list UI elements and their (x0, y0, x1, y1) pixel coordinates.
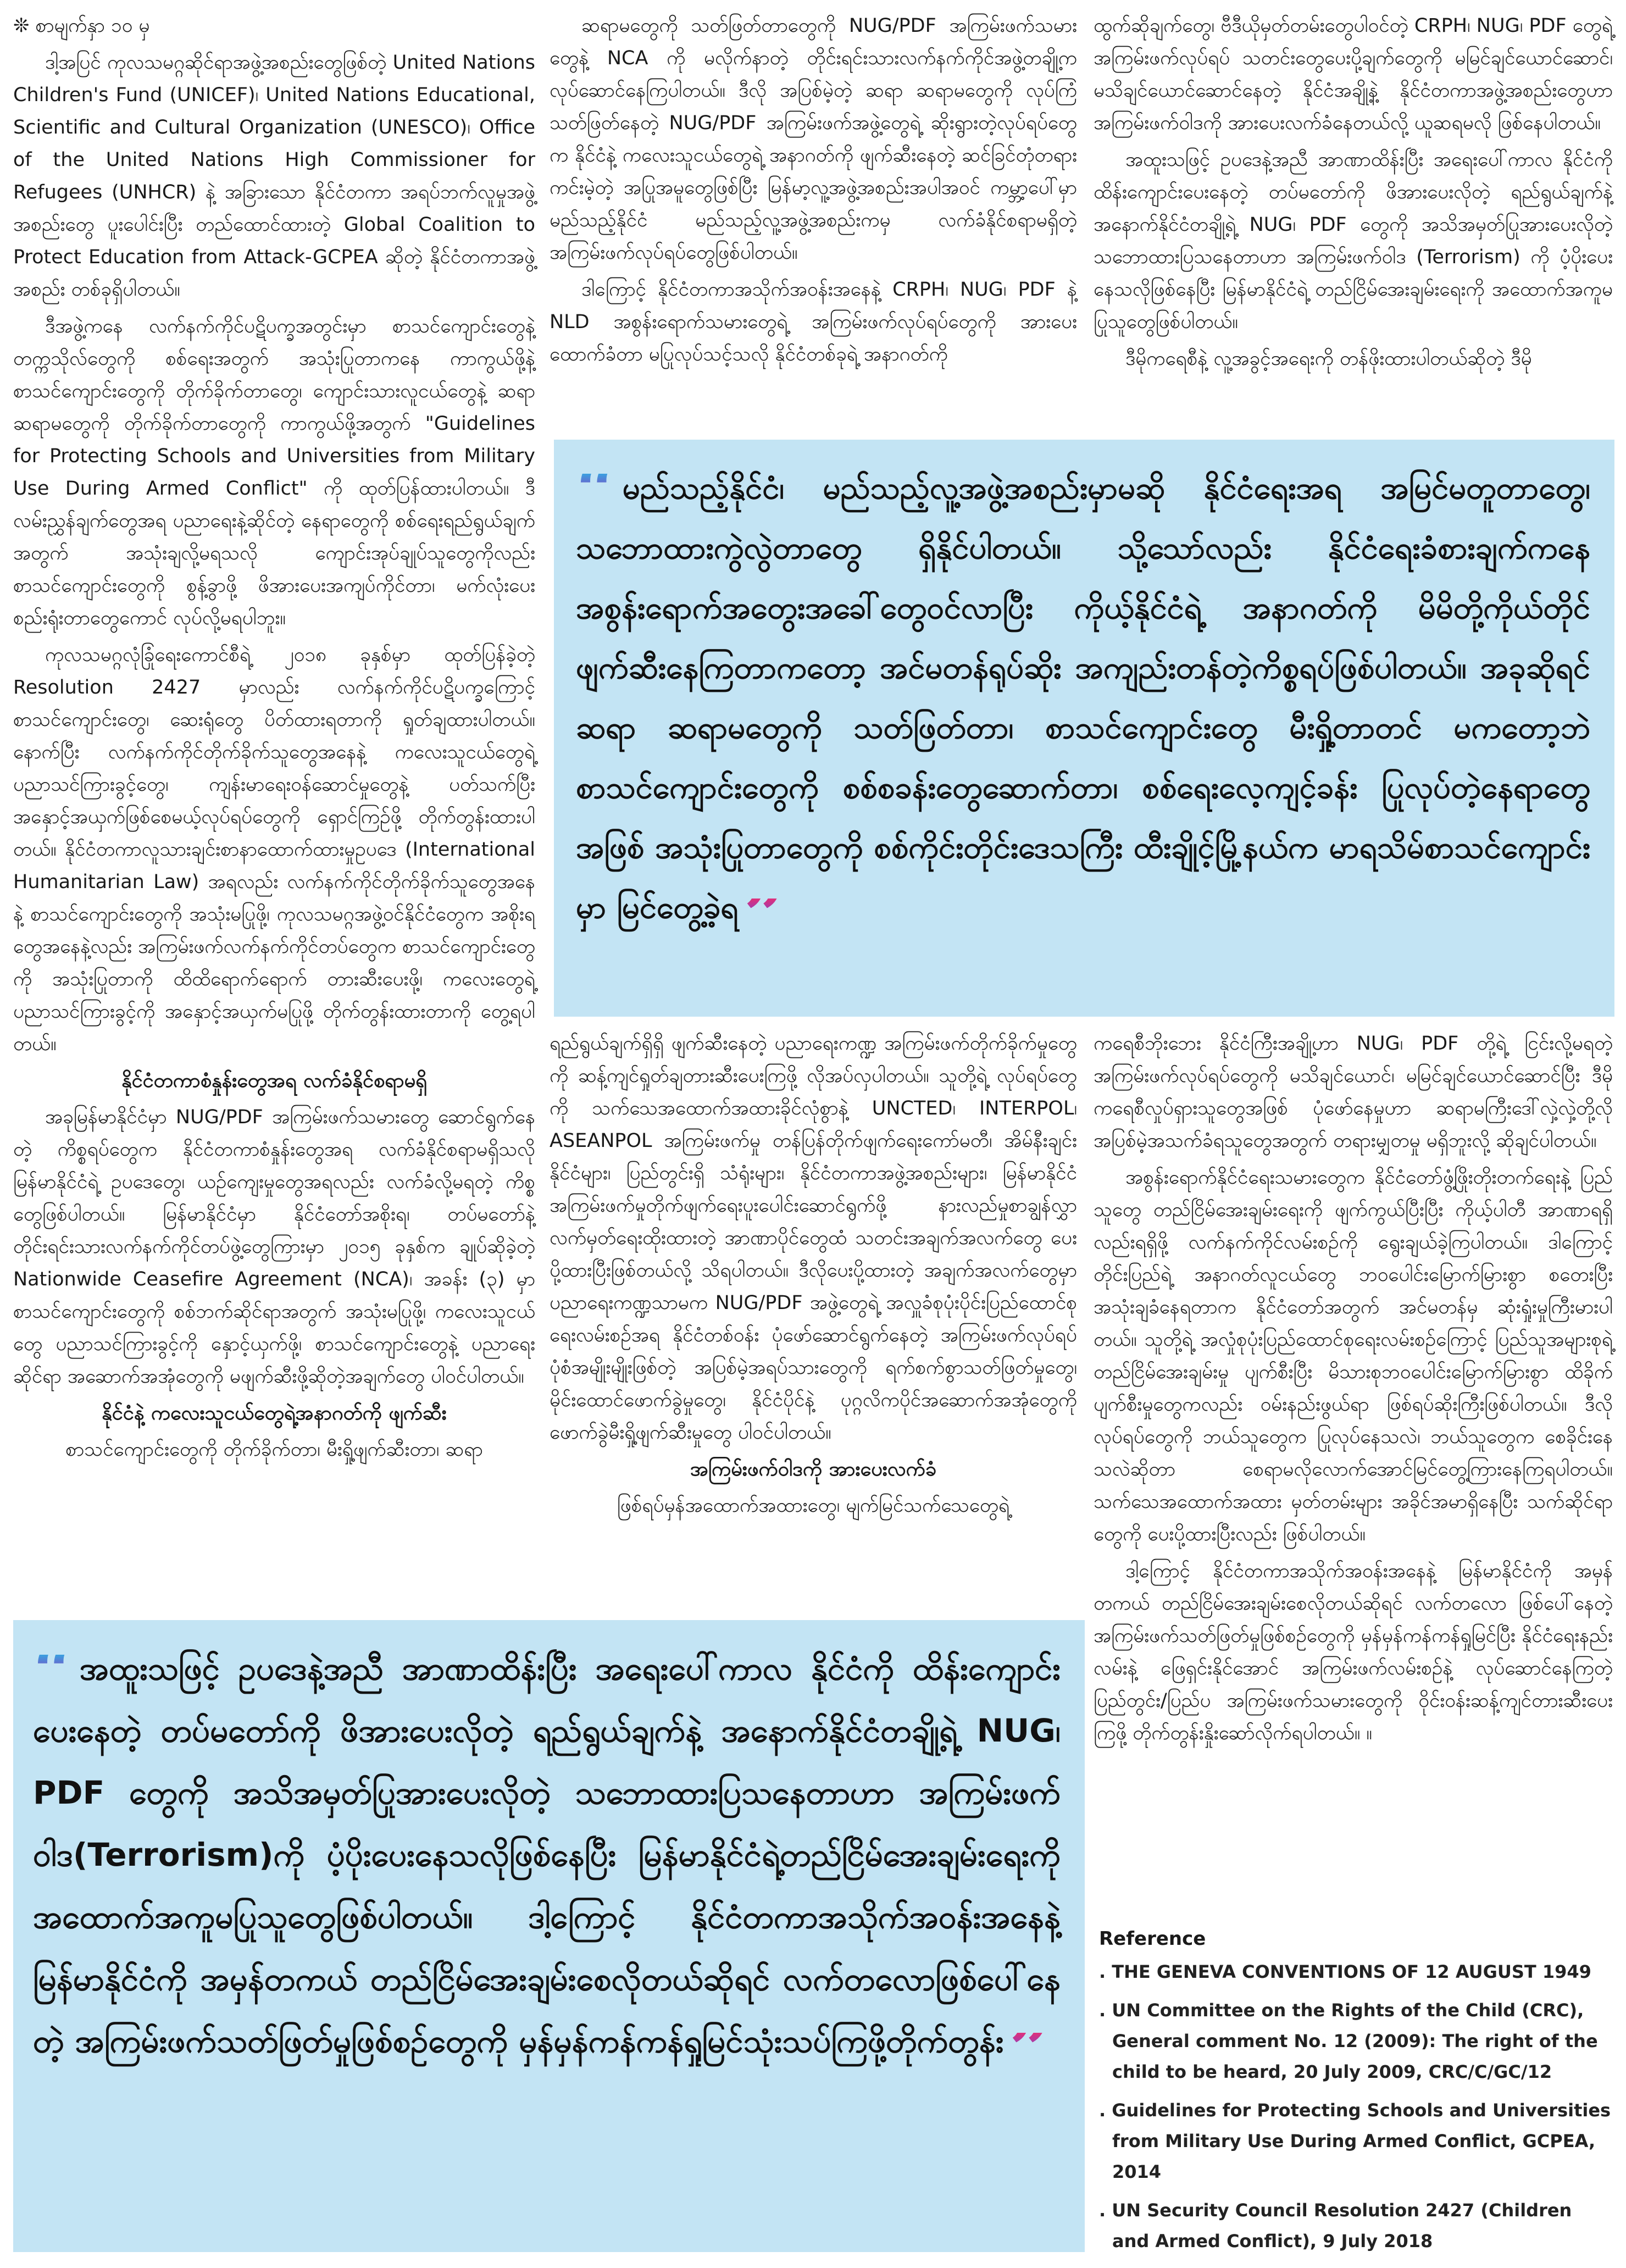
quote-close-icon: ” (1009, 2007, 1051, 2091)
section-heading: အကြမ်းဖက်ဝါဒကို အားပေးလက်ခံ (690, 1458, 937, 1480)
bottom-mid-tail: ဖြစ်ရပ်မှန်အထောက်အထားတွေ၊ မျက်မြင်သက်သေတွေရဲ့ (617, 1495, 1010, 1517)
paragraph: ကုလသမဂ္ဂလုံခြုံရေးကောင်စီရဲ့ ၂၀၁၈ ခုနှစ်မှာ ထုတ်ပြန်ခဲ့တဲ့ Resolution 2427 မှာလည်း လက်နက်ကိုင်ပဋိပက္ခကြောင့် စာသင်ကျောင်းတွေ၊ ဆေးရုံတွေ ပိတ်ထားရတာကို ရှုတ်ချထားပါတယ်။ နောက်ပြီး လက်နက်ကိုင်တိုက်ခိုက်သူတွေအနေနဲ့ ကလေးသူငယ်တွေရဲ့ ပညာသင်ကြားခွင့်တွေ၊ ကျန်းမာရေးဝန်ဆောင်မှုတွေနဲ့ ပတ်သက်ပြီး အနှောင့်အယှက်ဖြစ်စေမယ့်လုပ်ရပ်တွေကို ရှောင်ကြဉ်ဖို့ တိုက်တွန်းထားပါတယ်။ နိုင်ငံတကာလူသားချင်းစာနာထောက်ထားမှုဥပဒေ (International Humanitarian Law) အရလည်း လက်နက်ကိုင်တိုက်ခိုက်သူတွေအနေနဲ့ စာသင်ကျောင်းတွေကို အသုံးမပြုဖို့၊ ကုလသမဂ္ဂအဖွဲ့ဝင်နိုင်ငံတွေက အစိုးရတွေအနေနဲ့လည်း အကြမ်းဖက်လက်နက်ကိုင်တပ်တွေက စာသင်ကျောင်းတွေကို အသုံးပြုတာကို ထိထိရောက်ရောက် တားဆီးပေးဖို့၊ ကလေးတွေရဲ့ ပညာသင်ကြားခွင့်ကို အနှောင့်အယှက်မပြုဖို့ တိုက်တွန်းထားတာကို တွေ့ရပါတယ်။ (13, 644, 535, 1055)
reference-section (1099, 1918, 1613, 2259)
top-left-tail: စာသင်ကျောင်းတွေကို တိုက်ခိုက်တာ၊ မီးရှို့ဖျက်ဆီးတာ၊ ဆရာ (65, 1439, 483, 1461)
continuation-marker: ❊ စာမျက်နှာ ၁၀ မှ (13, 15, 150, 37)
top-left-column (13, 10, 535, 1461)
quote-open-icon: “ (576, 448, 617, 532)
reference-item: . UN Committee on the Rights of the Child (CRC), General comment No. 12 (2009): The right of the child to be heard, 20 July 2009, CRC/C/GC/12 (1099, 1995, 1613, 2087)
reference-item: . Guidelines for Protecting Schools and Universities from Military Use During Armed Conflict, GCPEA, 2014 (1099, 2095, 1613, 2187)
paragraph: ဆရာမတွေကို သတ်ဖြတ်တာတွေကို NUG/PDF အကြမ်းဖက်သမားတွေနဲ့ NCA ကို မလိုက်နာတဲ့ တိုင်းရင်းသားလက်နက်ကိုင်အဖွဲ့တချို့က လုပ်ဆောင်နေကြပါတယ်။ ဒီလို အပြစ်မဲ့တဲ့ ဆရာ ဆရာမတွေကို လုပ်ကြံသတ်ဖြတ်နေတဲ့ NUG/PDF အကြမ်းဖက်အဖွဲ့တွေရဲ့ ဆိုးရွားတဲ့လုပ်ရပ်တွေက နိုင်ငံနဲ့ ကလေးသူငယ်တွေရဲ့ အနာဂတ်ကို ဖျက်ဆီးနေတဲ့ ဆင်ခြင်တုံတရားကင်းမဲ့တဲ့ အပြုအမူတွေဖြစ်ပြီး မြန်မာ့လူ့အဖွဲ့အစည်းအပါအဝင် ကမ္ဘာ့ပေါ်မှာ မည်သည့်နိုင်ငံ မည်သည့်လူ့အဖွဲ့အစည်းကမှ လက်ခံနိုင်စရာမရှိတဲ့ အကြမ်းဖက်လုပ်ရပ်တွေဖြစ်ပါတယ်။ (550, 15, 1077, 264)
paragraph: ဒါ့ကြောင့် နိုင်ငံတကာအသိုက်အဝန်းအနေနဲ့ မြန်မာနိုင်ငံကို အမှန်တကယ် တည်ငြိမ်အေးချမ်းစေလိုတယ်ဆိုရင် လက်တလော ဖြစ်ပေါ်နေတဲ့ အကြမ်းဖက်သတ်ဖြတ်မှုဖြစ်စဉ်တွေကို မှန်မှန်ကန်ကန်ရှုမြင်ပြီး နိုင်ငံရေးနည်းလမ်းနဲ့ ဖြေရှင်းနိုင်အောင် အကြမ်းဖက်လမ်းစဉ်နဲ့ လုပ်ဆောင်နေကြတဲ့ ပြည်တွင်း/ပြည်ပ အကြမ်းဖက်သမားတွေကို ဝိုင်းဝန်းဆန့်ကျင်တားဆီးပေးကြဖို့ တိုက်တွန်းနှိုးဆော်လိုက်ရပါတယ်။ ။ (1094, 1560, 1613, 1744)
pull-quote-2-body: အထူးသဖြင့် ဥပဒေနဲ့အညီ အာဏာထိန်းပြီး အရေးပေါ်ကာလ နိုင်ငံကို ထိန်းကျောင်းပေးနေတဲ့ တပ်မတော်ကို ဖိအားပေးလိုတဲ့ ရည်ရွယ်ချက်နဲ့ အနောက်နိုင်ငံတချို့ရဲ့ NUG၊ PDF တွေကို အသိအမှတ်ပြုအားပေးလိုတဲ့ သဘောထားပြသနေတာဟာ အကြမ်းဖက်ဝါဒ(Terrorism)ကို ပံ့ပိုးပေးနေသလိုဖြစ်နေပြီး မြန်မာနိုင်ငံရဲ့တည်ငြိမ်အေးချမ်းရေးကို အထောက်အကူမပြုသူတွေဖြစ်ပါတယ်။ ဒါ့ကြောင့် နိုင်ငံတကာအသိုက်အဝန်းအနေနဲ့ မြန်မာနိုင်ငံကို အမှန်တကယ် တည်ငြိမ်အေးချမ်းစေလိုတယ်ဆိုရင် လက်တလောဖြစ်ပေါ်နေတဲ့ အကြမ်းဖက်သတ်ဖြတ်မှုဖြစ်စဉ်တွေကို မှန်မှန်ကန်ကန်ရှုမြင်သုံးသပ်ကြဖို့တိုက်တွန်း (33, 1650, 1061, 2060)
paragraph: ဒီမိုကရေစီနဲ့ လူ့အခွင့်အရေးကို တန်ဖိုးထားပါတယ်ဆိုတဲ့ ဒီမို (1125, 348, 1532, 370)
top-mid-column (550, 10, 1077, 433)
bottom-mid-body (550, 1028, 1077, 1485)
paragraph: ဒါ့အပြင် ကုလသမဂ္ဂဆိုင်ရာအဖွဲ့အစည်းတွေဖြစ်တဲ့ United Nations Children's Fund (UNICEF)၊ United Nations Educational, Scientific and Cultural Organization (UNESCO)၊ Office of the United Nations High Commissioner for Refugees (UNHCR) နဲ့ အခြားသော နိုင်ငံတကာ အရပ်ဘက်လူမှုအဖွဲ့အစည်းတွေ ပူးပေါင်းပြီး တည်ထောင်ထားတဲ့ Global Coalition to Protect Education from Attack-GCPEA ဆိုတဲ့ နိုင်ငံတကာအဖွဲ့အစည်း တစ်ခုရှိပါတယ်။ (13, 52, 535, 301)
bottom-mid-column (550, 1028, 1077, 1621)
top-right-column (1094, 10, 1613, 433)
paragraph: ကရေစီဘိုးဘေး နိုင်ငံကြီးအချို့ဟာ NUG၊ PDF တို့ရဲ့ ငြင်းလို့မရတဲ့ အကြမ်းဖက်လုပ်ရပ်တွေကို မသိချင်ယောင်၊ မမြင်ချင်ယောင်ဆောင်ပြီး ဒီမိုကရေစီလှုပ်ရှားသူတွေအဖြစ် ပုံဖော်နေမှုဟာ ဆရာမကြီးဒေါ်လှဲ့လှဲ့တို့လို အပြစ်မဲ့အသက်ခံရသူတွေအတွက် တရားမျှတမှု မရှိဘူးလို့ ဆိုချင်ပါတယ်။ (1094, 1033, 1613, 1152)
pull-quote-2-text (33, 1629, 1061, 2091)
pull-quote-2 (13, 1620, 1085, 2252)
top-left-body (13, 47, 535, 1429)
quote-open-icon: “ (33, 1629, 74, 1713)
reference-item: . THE GENEVA CONVENTIONS OF 12 AUGUST 1949 (1099, 1956, 1613, 1987)
reference-item: . UN Security Council Resolution 2427 (Children and Armed Conflict), 9 July 2018 (1099, 2195, 1613, 2256)
bottom-right-column (1094, 1028, 1613, 1918)
paragraph: ဒီအဖွဲ့ကနေ လက်နက်ကိုင်ပဋိပက္ခအတွင်းမှာ စာသင်ကျောင်းတွေနဲ့ တက္ကသိုလ်တွေကို စစ်ရေးအတွက် အသုံးပြုတာကနေ ကာကွယ်ဖို့နဲ့ စာသင်ကျောင်းတွေကို တိုက်ခိုက်တာတွေ၊ ကျောင်းသားလူငယ်တွေနဲ့ ဆရာ ဆရာမတွေကို တိုက်ခိုက်တာတွေကို ကာကွယ်ဖို့အတွက် "Guidelines for Protecting Schools and Universities from Military Use During Armed Conflict" ကို ထုတ်ပြန်ထားပါတယ်။ ဒီလမ်းညွှန်ချက်တွေအရ ပညာရေးနဲ့ဆိုင်တဲ့ နေရာတွေကို စစ်ရေးရည်ရွယ်ချက်အတွက် အသုံးချလို့မရသလို ကျောင်းအုပ်ချုပ်သူတွေကိုလည်း စာသင်ကျောင်းတွေကို စွန့်ခွာဖို့ ဖိအားပေးအကျပ်ကိုင်တာ၊ မက်လုံးပေး စည်းရုံးတာတွေကောင် လုပ်လို့မရပါဘူး။ (13, 315, 535, 629)
section-heading: နိုင်ငံတကာစံနှုန်းတွေအရ လက်ခံနိုင်စရာမရှိ (121, 1069, 427, 1092)
paragraph: အစွန်းရောက်နိုင်ငံရေးသမားတွေက နိုင်ငံတော်ဖွံ့ဖြိုးတိုးတက်ရေးနဲ့ ပြည်သူတွေ တည်ငြိမ်အေးချမ်းရေးကို ဖျက်ကွယ်ပြီးပြီး ကိုယ့်ပါတီ အာဏာရရှိလည်းရရှိဖို့ လက်နက်ကိုင်လမ်းစဉ်ကို ရွေးချယ်ခဲ့ကြပါတယ်။ ဒါကြောင့် တိုင်းပြည်ရဲ့ အနာဂတ်လူငယ်တွေ ဘဝပေါင်းမြောက်မြားစွာ စတေးပြီး အသုံးချခံနေရတာက နိုင်ငံတော်အတွက် အင်မတန်မှ ဆုံးရှုံးမှုကြီးမားပါတယ်။ သူတို့ရဲ့ အလှုံစုပုံးပြည်ထောင်စုရေးလမ်းစဉ်ကြောင့် ပြည်သူအများစုရဲ့ တည်ငြိမ်အေးချမ်းမှု ပျက်စီးပြီး မိသားစုဘဝပေါင်းမြောက်မြားစွာ ထိခိုက်ပျက်စီးမှုတွေကလည်း ဝမ်းနည်းဖွယ်ရာ ဖြစ်ရပ်ဆိုးကြီးဖြစ်ပါတယ်။ ဒီလိုလုပ်ရပ်တွေကို ဘယ်သူတွေက ပြုလုပ်နေသလဲ၊ ဘယ်သူတွေက စေခိုင်းနေသလဲဆိုတာ စေရာမလိုလောက်အောင်မြင်တွေ့ကြားနေကြရပါတယ်။ သက်သေအထောက်အထား မှတ်တမ်းများ အခိုင်အမာရှိနေပြီး သက်ဆိုင်ရာတွေကို ပေးပို့ထားပြီးလည်း ဖြစ်ပါတယ်။ (1094, 1167, 1613, 1545)
reference-list (1099, 1956, 1613, 2256)
paragraph: ရည်ရွယ်ချက်ရှိရှိ ဖျက်ဆီးနေတဲ့ ပညာရေးကဏ္ဍ အကြမ်းဖက်တိုက်ခိုက်မှုတွေကို ဆန့်ကျင်ရှုတ်ချတားဆီးပေးကြဖို့ လိုအပ်လှပါတယ်။ သူတို့ရဲ့ လုပ်ရပ်တွေကို သက်သေအထောက်အထားခိုင်လုံစွာနဲ့ UNCTED၊ INTERPOL၊ ASEANPOL အကြမ်းဖက်မှု တန်ပြန်တိုက်ဖျက်ရေးကော်မတီ၊ အိမ်နီးချင်းနိုင်ငံများ၊ ပြည်တွင်းရှိ သံရုံးများ၊ နိုင်ငံတကာအဖွဲ့အစည်းများ၊ မြန်မာနိုင်ငံ အကြမ်းဖက်မှုတိုက်ဖျက်ရေးပူးပေါင်းဆောင်ရွက်ဖို့ နားလည်မှုစာချွန်လွှာ လက်မှတ်ရေးထိုးထားတဲ့ အာဏာပိုင်တွေထံ သတင်းအချက်အလက်တွေ ပေးပို့ထားပြီးဖြစ်တယ်လို့ သိရပါတယ်။ ဒီလိုပေးပို့ထားတဲ့ အချက်အလက်တွေမှာ ပညာရေးကဏ္ဍသာမက NUG/PDF အဖွဲ့တွေရဲ့ အလှူခံစုပုံးပိုင်းပြည်ထောင်စုရေးလမ်းစဉ်အရ နိုင်ငံတစ်ဝန်း ပုံဖော်ဆောင်ရွက်နေတဲ့ အကြမ်းဖက်လုပ်ရပ်ပုံစံအမျိုးမျိုးဖြစ်တဲ့ အပြစ်မဲ့အရပ်သားတွေကို ရက်စက်စွာသတ်ဖြတ်မှုတွေ၊ မိုင်းထောင်ဖောက်ခွဲမှုတွေ၊ နိုင်ငံပိုင်နဲ့ ပုဂ္ဂလိကပိုင်အဆောက်အအုံတွေကို ဖောက်ခွဲမီးရှို့ဖျက်ဆီးမှုတွေ ပါဝင်ပါတယ်။ (550, 1033, 1077, 1444)
top-right-body (1094, 10, 1613, 375)
pull-quote-1 (554, 440, 1614, 1017)
reference-title: Reference (1099, 1928, 1206, 1950)
paragraph: ထွက်ဆိုချက်တွေ၊ ဗီဒီယိုမှတ်တမ်းတွေပါဝင်တဲ့ CRPH၊ NUG၊ PDF တွေရဲ့ အကြမ်းဖက်လုပ်ရပ် သတင်းတွေပေးပို့ချက်တွေကို မမြင်ချင်ယောင်ဆောင်၊ မသိချင်ယောင်ဆောင်နေတဲ့ နိုင်ငံအချို့နဲ့ နိုင်ငံတကာအဖွဲ့အစည်းတွေဟာ အကြမ်းဖက်ဝါဒကို အားပေးလက်ခံနေတယ်လို့ ယူဆရမလို ဖြစ်နေပါတယ်။ (1094, 15, 1613, 134)
top-mid-body (550, 10, 1077, 371)
bottom-right-body (1094, 1028, 1613, 1750)
section-heading: နိုင်ငံနဲ့ ကလေးသူငယ်တွေရဲ့အနာဂတ်ကို ဖျက်ဆီး (102, 1402, 447, 1424)
paragraph: အခုမြန်မာနိုင်ငံမှာ NUG/PDF အကြမ်းဖက်သမားတွေ ဆောင်ရွက်နေတဲ့ ကိစ္စရပ်တွေက နိုင်ငံတကာစံနှုန်းတွေအရ လက်ခံနိုင်စရာမရှိသလို မြန်မာနိုင်ငံရဲ့ ဥပဒေတွေ၊ ယဉ်ကျေးမှုတွေအရလည်း လက်ခံလို့မရတဲ့ ကိစ္စတွေဖြစ်ပါတယ်။ မြန်မာနိုင်ငံမှာ နိုင်ငံတော်အစိုးရ၊ တပ်မတော်နဲ့ တိုင်းရင်းသားလက်နက်ကိုင်တပ်ဖွဲ့တွေကြားမှာ ၂၀၁၅ ခုနှစ်က ချုပ်ဆိုခဲ့တဲ့ Nationwide Ceasefire Agreement (NCA)၊ အခန်း (၃) မှာ စာသင်ကျောင်းတွေကို စစ်ဘက်ဆိုင်ရာအတွက် အသုံးမပြုဖို့၊ ကလေးသူငယ်တွေ ပညာသင်ကြားခွင့်ကို နှောင့်ယှက်ဖို့၊ စာသင်ကျောင်းတွေနဲ့ ပညာရေးဆိုင်ရာ အဆောက်အအုံတွေကို မဖျက်ဆီးဖို့ဆိုတဲ့အချက်တွေ ပါဝင်ပါတယ်။ (13, 1106, 535, 1388)
pull-quote-1-body: မည်သည့်နိုင်ငံ၊ မည်သည့်လူ့အဖွဲ့အစည်းမှာမဆို နိုင်ငံရေးအရ အမြင်မတူတာတွေ၊ သဘောထားကွဲလွဲတာတွေ ရှိနိုင်ပါတယ်။ သို့သော်လည်း နိုင်ငံရေးခံစားချက်ကနေ အစွန်းရောက်အတွေးအခေါ်တွေဝင်လာပြီး ကိုယ့်နိုင်ငံရဲ့ အနာဂတ်ကို မိမိတို့ကိုယ်တိုင် ဖျက်ဆီးနေကြတာကတော့ အင်မတန်ရုပ်ဆိုး အကျည်းတန်တဲ့ကိစ္စရပ်ဖြစ်ပါတယ်။ အခုဆိုရင် ဆရာ ဆရာမတွေကို သတ်ဖြတ်တာ၊ စာသင်ကျောင်းတွေ မီးရှို့တာတင် မကတော့ဘဲ စာသင်ကျောင်းတွေကို စစ်စခန်းတွေဆောက်တာ၊ စစ်ရေးလေ့ကျင့်ခန်း ပြုလုပ်တဲ့နေရာတွေအဖြစ် အသုံးပြုတာတွေကို စစ်ကိုင်းတိုင်းဒေသကြီး ထီးချိုင့်မြို့နယ်က မာရသိမ်စာသင်ကျောင်းမှာ မြင်တွေ့ခဲ့ရ (576, 470, 1590, 925)
pull-quote-1-text (576, 448, 1590, 957)
quote-close-icon: ” (743, 873, 785, 957)
paragraph: အထူးသဖြင့် ဥပဒေနဲ့အညီ အာဏာထိန်းပြီး အရေးပေါ်ကာလ နိုင်ငံကို ထိန်းကျောင်းပေးနေတဲ့ တပ်မတော်ကို ဖိအားပေးလိုတဲ့ ရည်ရွယ်ချက်နဲ့ အနောက်နိုင်ငံတချို့ရဲ့ NUG၊ PDF တွေကို အသိအမှတ်ပြုအားပေးလိုတဲ့ သဘောထားပြသနေတာဟာ အကြမ်းဖက်ဝါဒ (Terrorism) ကို ပံ့ပိုးပေးနေသလိုဖြစ်နေပြီး မြန်မာနိုင်ငံရဲ့ တည်ငြိမ်အေးချမ်းရေးကို အထောက်အကူမပြုသူတွေဖြစ်ပါတယ်။ (1094, 149, 1613, 333)
paragraph: ဒါကြောင့် နိုင်ငံတကာအသိုက်အဝန်းအနေနဲ့ CRPH၊ NUG၊ PDF နဲ့ NLD အစွန်းရောက်သမားတွေရဲ့ အကြမ်းဖက်လုပ်ရပ်တွေကို အားပေးထောက်ခံတာ မပြုလုပ်သင့်သလို နိုင်ငံတစ်ခုရဲ့ အနာဂတ်ကို (550, 279, 1077, 365)
